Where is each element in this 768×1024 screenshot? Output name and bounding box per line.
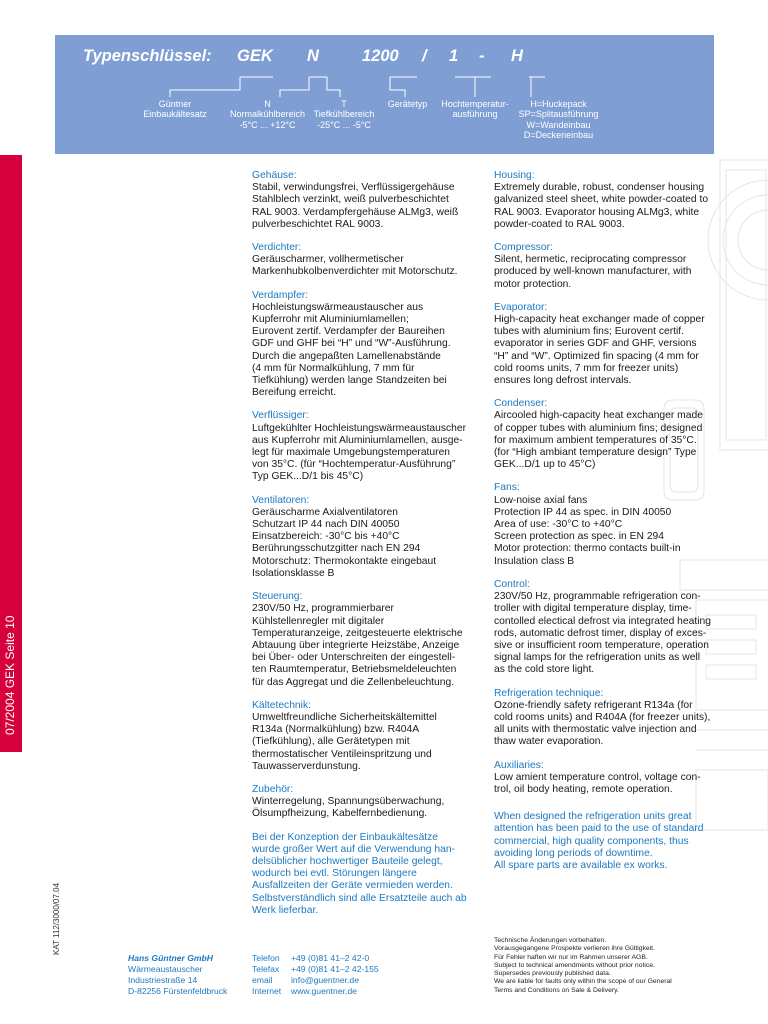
type-key-part-range: N [307, 47, 319, 65]
german-section-control [252, 591, 482, 689]
german-section-fans [252, 495, 482, 580]
german-column [252, 170, 482, 917]
legal-disclaimer: Technische Änderungen vorbehalten. Vorausgegangene Prospekte verlieren ihre Gültigkeit. Für Fehler haften wir nur im Rahmen unserer AGB. Subject to technical amendments without prior notice. Supersedes previously published data. We are liable for faults only within the scope of our General Terms and Conditions on Sale & Delivery. [494, 937, 672, 994]
section-heading: Housing: [494, 170, 535, 181]
type-key-part-design: H [511, 47, 523, 65]
section-body: Winterregelung, Spannungsüberwachung, Ölsumpfheizung, Kabelfernbedienung. [252, 796, 445, 820]
section-heading: Evaporator: [494, 301, 548, 313]
type-key-label-manufacturer: Güntner Einbaukältesatz [143, 99, 207, 120]
section-body: 230V/50 Hz, programmable refrigeration con- troller with digital temperature display, time- contolled electical defrost via integrated heating rods, automatic defrost timer, display of exces- sive or insufficient room temperature, operation signal lamps for the refrigeration units as well as the cold store light. [494, 591, 711, 676]
english-section-condenser [494, 398, 729, 471]
address-line: Industriestraße 14 [128, 975, 198, 985]
german-section-housing [252, 170, 482, 231]
german-section-condenser [252, 410, 482, 483]
section-heading: Gehäuse: [252, 170, 297, 181]
english-section-housing [494, 170, 729, 231]
type-key-label-normal-range: N Normalkühlbereich -5°C ... +12°C [229, 99, 306, 130]
english-section-control [494, 579, 729, 677]
german-section-compressor [252, 242, 482, 279]
section-body: Stabil, verwindungsfrei, Verflüssigergehäuse Stahlblech verzinkt, weiß pulverbeschichtet RAL 9003. Verdampfergehäuse ALMg3, weiß pulverbeschichtet RAL 9003. [252, 182, 459, 230]
website-link[interactable]: www.guentner.de [291, 986, 357, 996]
english-section-auxiliaries [494, 760, 729, 797]
email-link[interactable]: info@guentner.de [291, 975, 359, 985]
address-line: D-82256 Fürstenfeldbruck [128, 986, 228, 996]
type-key-title: Typenschlüssel: [83, 47, 212, 65]
company-address [128, 953, 248, 997]
phone-number: +49 (0)81 41–2 42-0 [291, 953, 370, 963]
section-body: Silent, hermetic, reciprocating compressor produced by well-known manufacturer, with motor protection. [494, 254, 692, 290]
section-body: Hochleistungswärmeaustauscher aus Kupferrohr mit Aluminiumlamellen; Eurovent zertif. Verdampfer der Baureihen GDF und GHF bei “H” und “W”-Ausführung. Durch die angepaßten Lamellenabstände (4 mm für Normalkühlung, 7 mm für Tiefkühlung) werden lange Standzeiten bei Bereifung erreicht. [252, 301, 451, 399]
type-key-part-slash: / [422, 47, 427, 65]
section-heading: Steuerung: [252, 591, 303, 603]
catalog-code: KAT 112/3000/07.04 [52, 882, 61, 955]
section-body: Low-noise axial fans Protection IP 44 as spec. in DIN 40050 Area of use: -30°C to +40°C Screen protection as spec. in EN 294 Motor protection: thermo contacts built-in Insulation class B [494, 494, 681, 567]
english-column [494, 170, 729, 872]
english-closing-note: When designed the refrigeration units great attention has been paid to the use of standard commercial, high quality components, thus avoiding long periods of downtime. All spare parts are available ex works. [494, 811, 704, 871]
section-heading: Verdichter: [252, 242, 302, 254]
section-heading: Verflüssiger: [252, 410, 309, 422]
contact-labels [252, 953, 292, 997]
section-body: Luftgekühlter Hochleistungswärmeaustauscher aus Kupferrohr mit Aluminiumlamellen, ausge- legt für maximale Umgebungstemperaturen von 35°C. (für “Hochtemperatur-Ausführung” Typ GEK...D/1 bis 45°C) [252, 422, 467, 483]
company-name: Hans Güntner GmbH [128, 953, 213, 963]
type-key-part-variant: 1 [449, 47, 459, 65]
fax-number: +49 (0)81 41–2 42-155 [291, 964, 379, 974]
type-key-connector-lines [55, 35, 714, 154]
section-body: Aircooled high-capacity heat exchanger made of copper tubes with aluminium fins; designed for maximum ambient temperatures of 35°C. (for “High ambiant temperature design” Type GEK...D/1 up to 45°C) [494, 410, 703, 471]
section-body: Extremely durable, robust, condenser housing galvanized steel sheet, white powder-coated to RAL 9003. Evaporator housing ALMg3, white powder-coated to RAL 9003. [494, 182, 709, 230]
section-body: Low amient temperature control, voltage con- trol, oil body heating, remote operation. [494, 771, 701, 795]
type-key-part-series: GEK [237, 47, 273, 65]
german-closing-note: Bei der Konzeption der Einbaukältesätze wurde großer Wert auf die Verwendung han- delsüblicher hochwertiger Bauteile gelegt, wodurch bei evtl. Störungen längere Ausfallzeiten der Geräte vermieden werden. Selbstverständlich sind alle Ersatzteile auch ab Werk lieferbar. [252, 831, 467, 916]
section-body: High-capacity heat exchanger made of copper tubes with aluminium fins; Eurovent certif. evaporator in series GDF and GHF, versions “H” and “W”. Optimized fin spacing (4 mm for cold rooms units, 7 mm for freezer units) ensures long defrost intervals. [494, 314, 705, 387]
section-heading: Refrigeration technique: [494, 687, 604, 699]
type-key-part-dash: - [479, 47, 485, 65]
type-key-label-design-variants: H=Huckepack SP=Splitausführung W=Wandeinbau D=Deckeneinbau [518, 99, 599, 140]
english-section-fans [494, 482, 729, 567]
german-section-accessories [252, 784, 482, 821]
type-key-label-high-temp: Hochtemperatur- ausführung [441, 99, 509, 120]
side-tab-text: 07/2004 GEK Seite 10 [3, 615, 17, 735]
german-section-evaporator [252, 290, 482, 400]
section-body: 230V/50 Hz, programmierbarer Kühlstellenregler mit digitaler Temperaturanzeige, zeitgesteuerte elektrische Abtauung über integrierte Heizstäbe, Anzeige bei Über- oder Unterschreiten der eingestell- ten Raumtemperatur, Betriebsmeldeleuchten für das Aggregat und die Zellenbeleuchtung. [252, 603, 463, 688]
section-heading: Ventilatoren: [252, 494, 310, 506]
address-line: Wärmeaustauscher [128, 964, 203, 974]
german-section-refrigeration [252, 700, 482, 773]
section-heading: Condenser: [494, 398, 548, 410]
english-section-compressor [494, 242, 729, 291]
section-body: Ozone-friendly safety refrigerant R134a (for cold rooms units) and R404A (for freezer units), all units with thermostatic valve injection and thaw water evaporation. [494, 699, 711, 748]
type-key-part-size: 1200 [362, 47, 399, 65]
contact-label-email: email [252, 975, 273, 985]
section-heading: Fans: [494, 482, 520, 494]
english-section-refrigeration [494, 688, 729, 749]
section-heading: Control: [494, 578, 531, 590]
section-heading: Verdampfer: [252, 289, 309, 301]
type-key-label-freezer-range: T Tiefkühlbereich -25°C ... -5°C [313, 99, 375, 130]
type-key-banner [55, 35, 714, 154]
section-heading: Kältetechnik: [252, 699, 311, 711]
contact-label-fax: Telefax [252, 964, 280, 974]
contact-label-internet: Internet [252, 986, 282, 996]
section-body: Geräuscharme Axialventilatoren Schutzart IP 44 nach DIN 40050 Einsatzbereich: -30°C bis +40°C Berührungsschutzgitter nach EN 294 Motorschutz: Thermokontakte eingebaut Isolationsklasse B [252, 506, 437, 579]
contact-label-phone: Telefon [252, 953, 280, 963]
section-body: Geräuscharmer, vollhermetischer Markenhubkolbenverdichter mit Motorschutz. [252, 254, 458, 278]
section-body: Umweltfreundliche Sicherheitskältemittel R134a (Normalkühlung) bzw. R404A (Tiefkühlung), alle Gerätetypen mit thermostatischer Ventileinspritzung und Tauwasserverdunstung. [252, 711, 437, 772]
section-heading: Auxiliaries: [494, 759, 544, 771]
section-heading: Compressor: [494, 242, 553, 254]
section-heading: Zubehör: [252, 783, 294, 795]
english-section-evaporator [494, 302, 729, 387]
contact-values [291, 953, 421, 997]
type-key-label-unit-type: Gerätetyp [387, 99, 428, 109]
side-tab [0, 155, 22, 752]
